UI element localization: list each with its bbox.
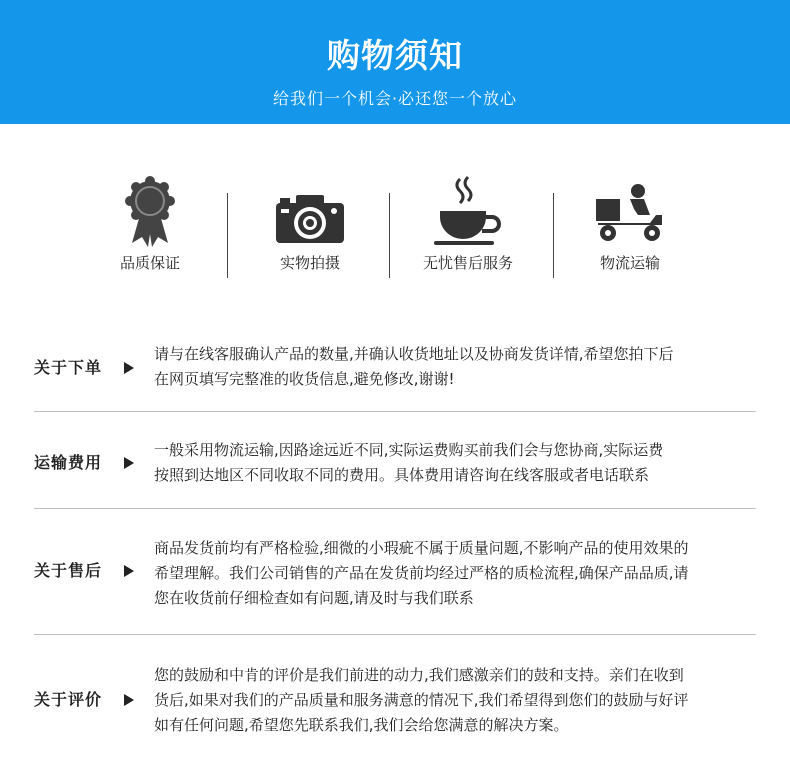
feature-logistics <box>560 175 700 285</box>
text-line: 货后,如果对我们的产品质量和服务满意的情况下,我们希望得到您们的鼓励与好评 <box>154 691 689 709</box>
delivery-scooter-icon <box>560 175 700 250</box>
section-label: 运输费用 <box>34 453 103 472</box>
section-text <box>154 438 764 488</box>
section-label: 关于下单 <box>34 358 103 377</box>
text-line: 请与在线客服确认产品的数量,并确认收货地址以及协商发货详情,希望您拍下后 <box>154 345 674 363</box>
arrow-right-icon <box>124 694 134 706</box>
text-line: 如有任何问题,希望您先联系我们,我们会给您满意的解决方案。 <box>154 716 569 734</box>
feature-divider <box>227 193 228 278</box>
section-label: 关于评价 <box>34 690 103 709</box>
feature-strip <box>0 175 790 285</box>
text-line: 您在收货前仔细检查如有问题,请及时与我们联系 <box>154 589 474 607</box>
camera-icon <box>240 175 380 250</box>
feature-label: 实物拍摄 <box>279 254 340 272</box>
arrow-right-icon <box>124 362 134 374</box>
header-banner <box>0 0 790 124</box>
feature-aftersales <box>398 175 538 285</box>
section-text <box>154 663 764 738</box>
section-divider <box>34 634 756 635</box>
arrow-right-icon <box>124 457 134 469</box>
text-line: 一般采用物流运输,因路途远近不同,实际运费购买前我们会与您协商,实际运费 <box>154 441 664 459</box>
text-line: 商品发货前均有严格检验,细微的小瑕疵不属于质量问题,不影响产品的使用效果的 <box>154 539 689 557</box>
text-line: 您的鼓励和中肯的评价是我们前进的动力,我们感激亲们的鼓和支持。亲们在收到 <box>154 666 684 684</box>
section-text <box>154 342 764 392</box>
feature-label: 品质保证 <box>119 254 180 272</box>
text-line: 在网页填写完整准的收货信息,避免修改,谢谢! <box>154 370 455 388</box>
section-text <box>154 536 764 611</box>
feature-quality <box>80 175 220 285</box>
section-divider <box>34 508 756 509</box>
feature-divider <box>389 193 390 278</box>
feature-photo <box>240 175 380 285</box>
feature-label: 无忧售后服务 <box>422 254 513 272</box>
text-line: 按照到达地区不同收取不同的费用。具体费用请咨询在线客服或者电话联系 <box>154 466 650 484</box>
arrow-right-icon <box>124 565 134 577</box>
text-line: 希望理解。我们公司销售的产品在发货前均经过严格的质检流程,确保产品品质,请 <box>154 564 689 582</box>
award-ribbon-icon <box>80 175 220 250</box>
coffee-cup-icon <box>398 175 538 250</box>
page-title: 购物须知 <box>327 36 463 75</box>
section-label: 关于售后 <box>34 561 103 580</box>
feature-divider <box>553 193 554 278</box>
section-divider <box>34 411 756 412</box>
feature-label: 物流运输 <box>599 254 660 272</box>
page-subtitle: 给我们一个机会·必还您一个放心 <box>272 89 518 108</box>
